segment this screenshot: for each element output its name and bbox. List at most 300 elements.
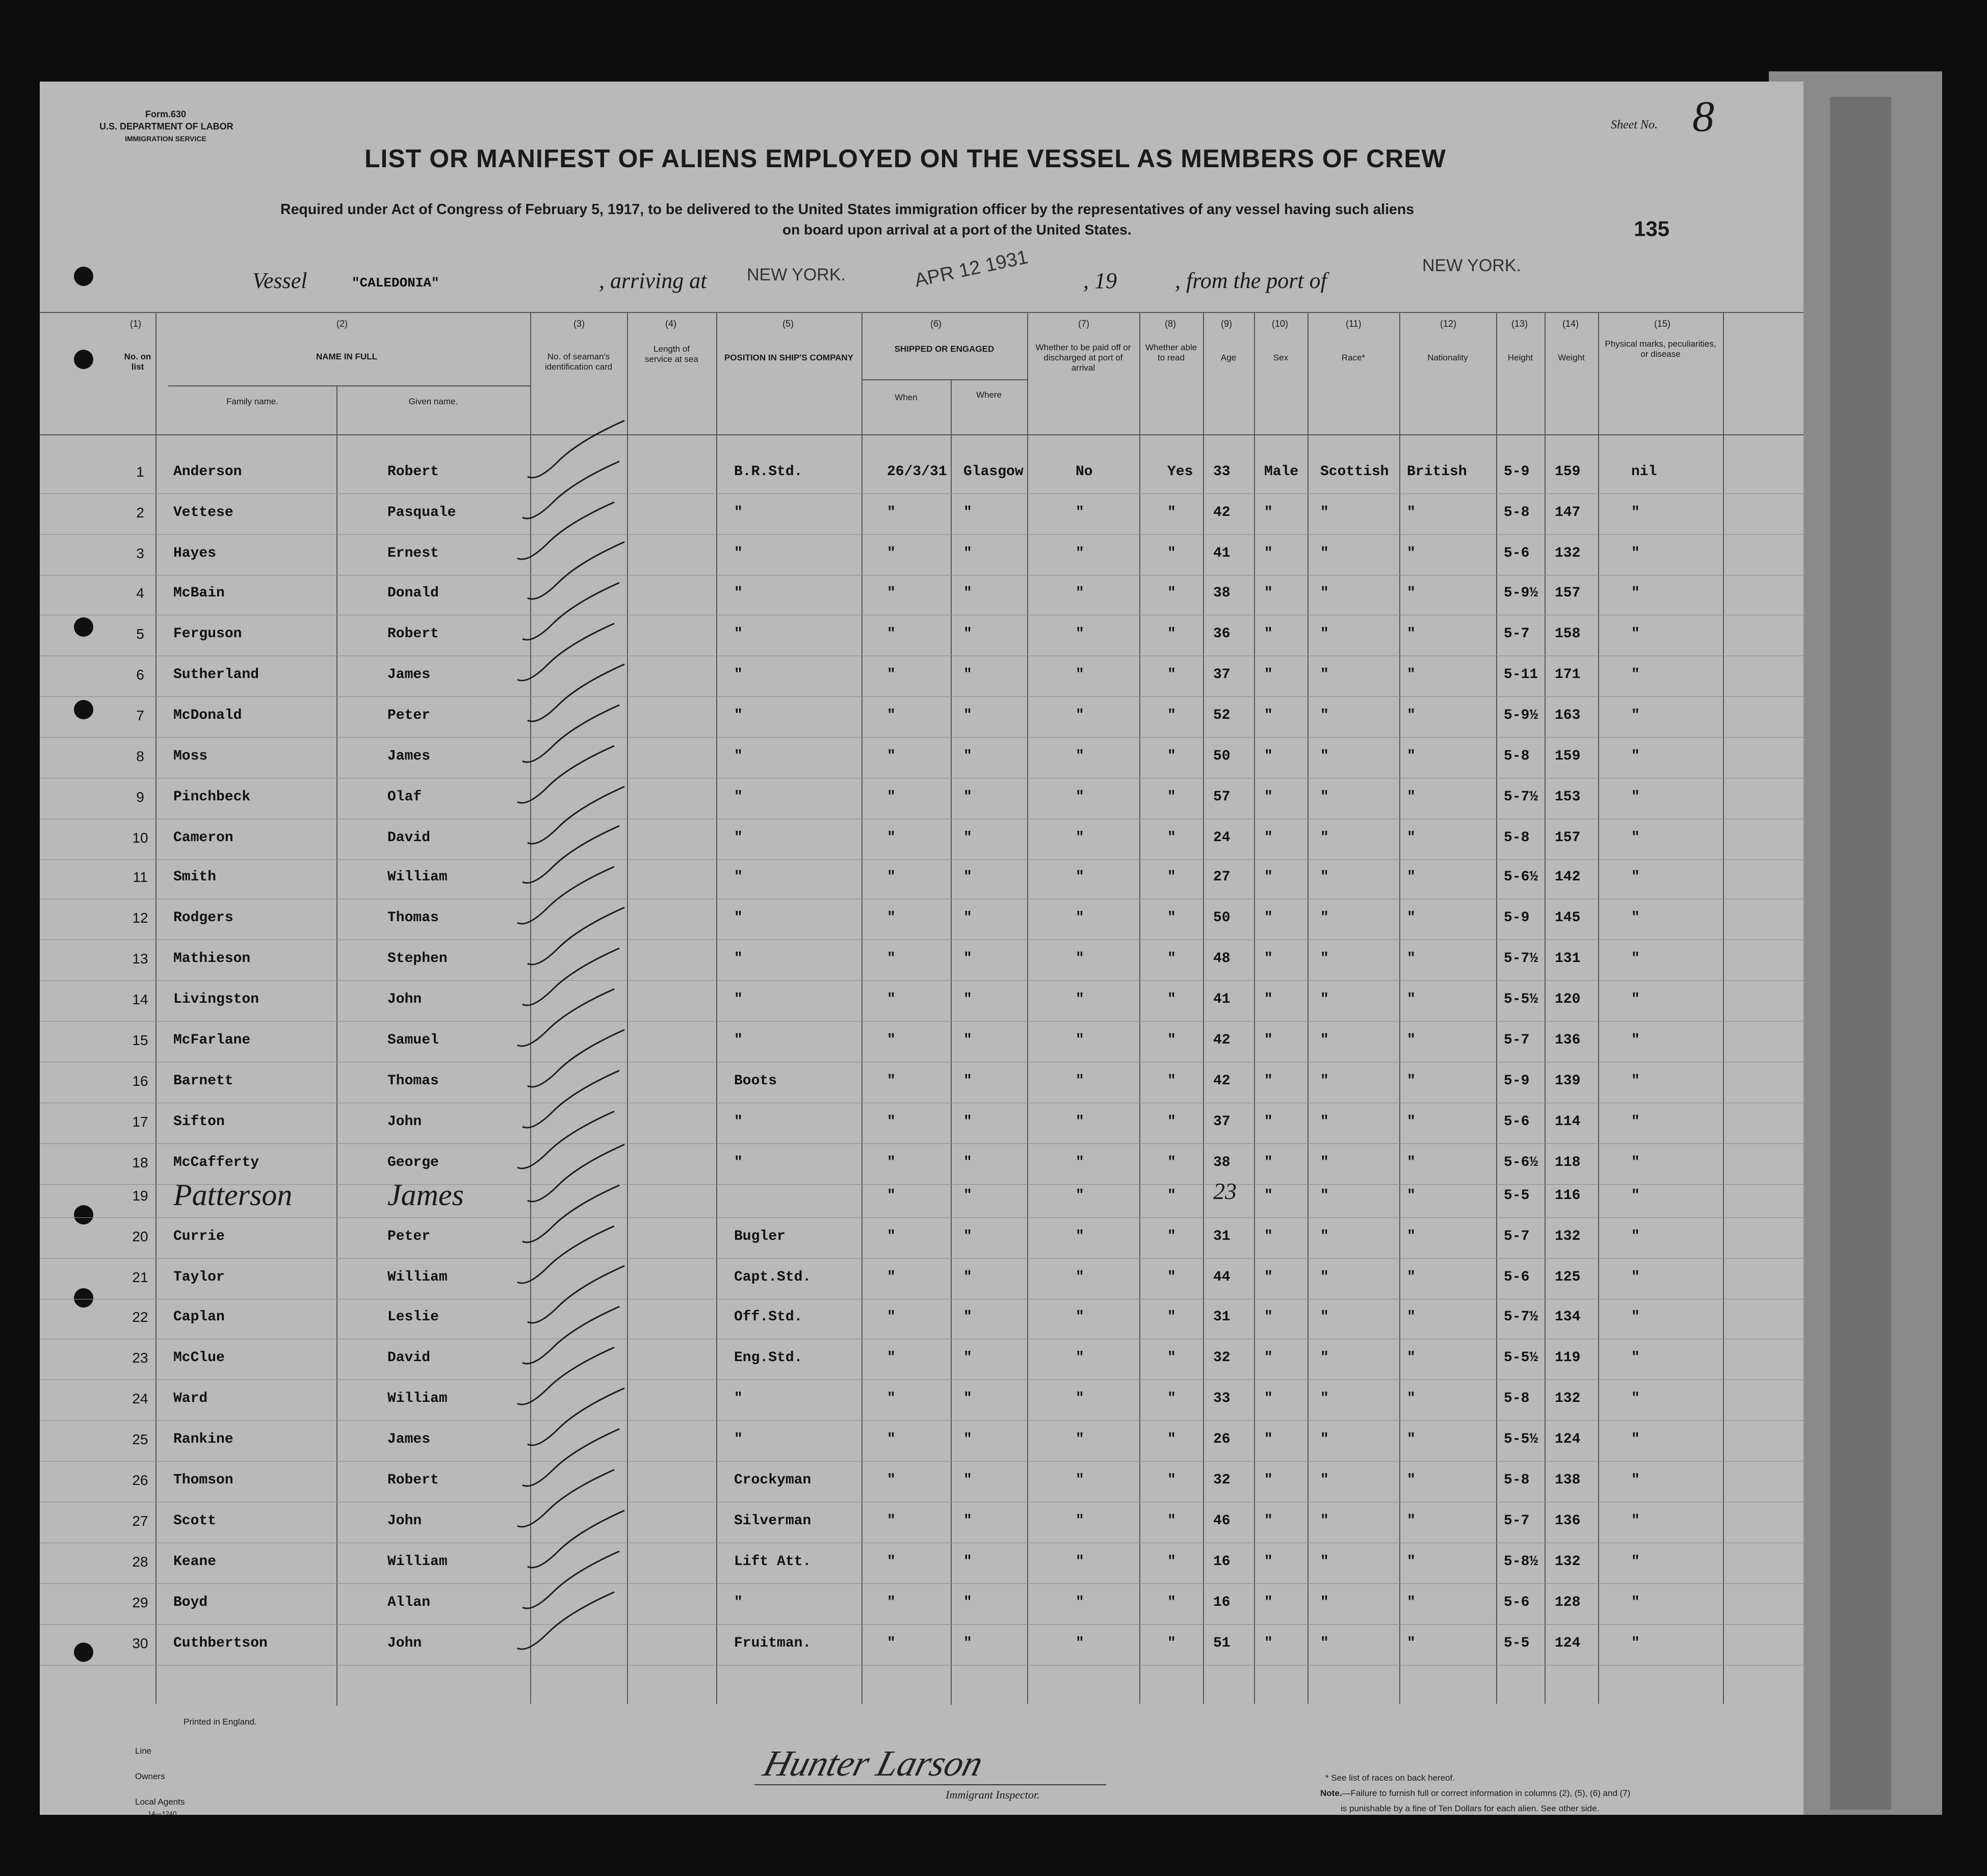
card-tick-mark [528, 542, 624, 599]
cell-read: " [1167, 1229, 1176, 1244]
cell-no: 15 [132, 1032, 148, 1048]
cell-when: " [887, 1229, 896, 1244]
cell-paid: " [1076, 667, 1084, 683]
cell-weight: 157 [1555, 585, 1581, 601]
cell-family: Taylor [173, 1269, 225, 1285]
cell-height: 5-5½ [1504, 992, 1538, 1007]
cell-weight: 136 [1555, 1032, 1581, 1048]
cell-race: " [1320, 1554, 1329, 1570]
cell-nationality: " [1407, 789, 1416, 805]
cell-race: " [1320, 992, 1329, 1007]
cell-weight: 119 [1555, 1350, 1581, 1366]
cell-where: " [963, 1391, 972, 1406]
cell-nationality: " [1407, 1513, 1416, 1529]
cell-given: James [387, 748, 431, 764]
cell-weight: 125 [1555, 1269, 1581, 1285]
cell-no: 4 [136, 585, 144, 601]
cell-marks: " [1631, 1309, 1640, 1325]
cell-nationality: " [1407, 1073, 1416, 1089]
cell-family: Vettese [173, 505, 233, 520]
cell-position: " [734, 1391, 743, 1406]
cell-marks: " [1631, 1032, 1640, 1048]
cell-marks: " [1631, 992, 1640, 1007]
cell-marks: " [1631, 1188, 1640, 1204]
cell-marks: " [1631, 626, 1640, 642]
cell-age: 32 [1213, 1472, 1231, 1488]
cell-height: 5-8½ [1504, 1554, 1538, 1570]
cell-when: " [887, 1032, 896, 1048]
cell-sex: " [1264, 789, 1273, 805]
cell-when: " [887, 951, 896, 967]
card-tick-mark [528, 907, 624, 965]
cell-given: Thomas [387, 910, 439, 926]
cell-no: 11 [133, 869, 148, 885]
cell-when: 26/3/31 [887, 464, 947, 480]
cell-age: 31 [1213, 1229, 1231, 1244]
cell-age: 41 [1213, 545, 1231, 561]
cell-sex: " [1264, 1269, 1273, 1285]
cell-race: " [1320, 1391, 1329, 1406]
cell-no: 7 [136, 708, 144, 723]
cell-marks: " [1631, 1635, 1640, 1651]
cell-height: 5-11 [1504, 667, 1538, 683]
cell-weight: 153 [1555, 789, 1581, 805]
header-id-card: No. of seaman's identification card [544, 352, 613, 372]
cell-sex: " [1264, 585, 1273, 601]
cell-position: Fruitman. [734, 1635, 812, 1651]
cell-where: " [963, 992, 972, 1007]
cell-read: " [1167, 910, 1176, 926]
cell-age: 42 [1213, 505, 1231, 520]
cell-weight: 139 [1555, 1073, 1581, 1089]
cell-given: David [387, 1350, 431, 1366]
cell-sex: " [1264, 1309, 1273, 1325]
cell-given: Samuel [387, 1032, 439, 1048]
col-num: (13) [1511, 319, 1528, 329]
cell-family: Rankine [173, 1431, 233, 1447]
card-tick-mark [522, 1429, 619, 1486]
cell-height: 5-8 [1504, 1472, 1530, 1488]
cell-weight: 132 [1555, 545, 1581, 561]
cell-given: Thomas [387, 1073, 439, 1089]
header-paid: Whether to be paid off or discharged at port of arrival [1035, 343, 1131, 373]
cell-when: " [887, 1513, 896, 1529]
cell-read: " [1167, 1391, 1176, 1406]
card-tick-mark [528, 1510, 624, 1568]
card-tick-mark [522, 1185, 619, 1242]
cell-given: William [387, 1269, 448, 1285]
cell-marks: " [1631, 1554, 1640, 1570]
cell-read: " [1167, 505, 1176, 520]
cell-position: B.R.Std. [734, 464, 803, 480]
cell-given: Peter [387, 708, 431, 723]
cell-height: 5-6½ [1504, 869, 1538, 885]
cell-given: Robert [387, 626, 439, 642]
col-num: (15) [1654, 319, 1671, 329]
cell-paid: " [1076, 1114, 1084, 1130]
cell-weight: 131 [1555, 951, 1581, 967]
cell-marks: " [1631, 1229, 1640, 1244]
note-line-1 [1320, 1788, 1630, 1799]
cell-sex: " [1264, 869, 1273, 885]
cell-paid: " [1076, 1595, 1084, 1610]
cell-nationality: " [1407, 626, 1416, 642]
cell-given: William [387, 1391, 448, 1406]
cell-no: 29 [132, 1595, 148, 1610]
col-num: (9) [1221, 319, 1232, 329]
cell-sex: " [1264, 1472, 1273, 1488]
cell-position: " [734, 585, 743, 601]
cell-age: 38 [1213, 585, 1231, 601]
cell-age: 23 [1213, 1178, 1237, 1204]
cell-marks: " [1631, 708, 1640, 723]
cell-position: " [734, 1431, 743, 1447]
note-text-1: —Failure to furnish full or correct information in columns (2), (5), (6) and (7) [1342, 1788, 1631, 1798]
cell-sex: " [1264, 1595, 1273, 1610]
cell-weight: 120 [1555, 992, 1581, 1007]
cell-given: John [387, 992, 422, 1007]
cell-race: " [1320, 1431, 1329, 1447]
cell-height: 5-7 [1504, 1229, 1530, 1244]
cell-position: Lift Att. [734, 1554, 812, 1570]
cell-family: Barnett [173, 1073, 233, 1089]
card-tick-mark [528, 664, 624, 721]
cell-height: 5-8 [1504, 830, 1530, 846]
cell-when: " [887, 1114, 896, 1130]
cell-height: 5-5 [1504, 1635, 1530, 1651]
header-nationality: Nationality [1427, 353, 1468, 362]
cell-nationality: " [1407, 1472, 1416, 1488]
cell-height: 5-8 [1504, 1391, 1530, 1406]
cell-given: Donald [387, 585, 439, 601]
cell-position: Crockyman [734, 1472, 812, 1488]
cell-marks: " [1631, 1513, 1640, 1529]
cell-position: " [734, 545, 743, 561]
cell-given: Robert [387, 464, 439, 480]
cell-age: 26 [1213, 1431, 1231, 1447]
sheet-label: Sheet No. [1611, 118, 1658, 132]
cell-paid: " [1076, 1229, 1084, 1244]
cell-no: 20 [132, 1229, 148, 1244]
cell-height: 5-6 [1504, 1269, 1530, 1285]
cell-age: 32 [1213, 1350, 1231, 1366]
cell-age: 36 [1213, 626, 1231, 642]
card-tick-mark [517, 623, 614, 681]
cell-no: 30 [132, 1635, 148, 1651]
cell-marks: " [1631, 748, 1640, 764]
cell-sex: " [1264, 667, 1273, 683]
cell-read: " [1167, 1309, 1176, 1325]
cell-no: 25 [132, 1431, 148, 1447]
cell-paid: " [1076, 545, 1084, 561]
col-num: (1) [130, 319, 141, 329]
cell-sex: Male [1264, 464, 1299, 480]
cell-sex: " [1264, 708, 1273, 723]
cell-nationality: " [1407, 708, 1416, 723]
cell-read: " [1167, 1472, 1176, 1488]
col-num: (10) [1272, 319, 1289, 329]
cell-given: George [387, 1155, 439, 1170]
cell-race: " [1320, 708, 1329, 723]
cell-family: Mathieson [173, 951, 251, 967]
cell-no: 22 [132, 1309, 148, 1325]
cell-no: 26 [132, 1472, 148, 1488]
cell-given: Leslie [387, 1309, 439, 1325]
cell-age: 31 [1213, 1309, 1231, 1325]
cell-position: " [734, 951, 743, 967]
cell-where: " [963, 1073, 972, 1089]
cell-given: John [387, 1635, 422, 1651]
header-age: Age [1220, 353, 1237, 362]
cell-marks: " [1631, 505, 1640, 520]
cell-family: Thomson [173, 1472, 233, 1488]
cell-read: " [1167, 585, 1176, 601]
cell-age: 52 [1213, 708, 1231, 723]
cell-sex: " [1264, 1188, 1273, 1204]
cell-no: 17 [132, 1114, 148, 1130]
cell-read: " [1167, 869, 1176, 885]
card-tick-mark [528, 787, 624, 844]
cell-age: 57 [1213, 789, 1231, 805]
card-tick-mark [522, 1307, 619, 1364]
cell-family: Patterson [173, 1178, 293, 1212]
cell-sex: " [1264, 1114, 1273, 1130]
cell-where: " [963, 505, 972, 520]
cell-read: " [1167, 545, 1176, 561]
header-marks: Physical marks, peculiarities, or disease [1605, 339, 1716, 359]
card-tick-mark [522, 705, 619, 762]
cell-family: McFarlane [173, 1032, 251, 1048]
cell-where: " [963, 1635, 972, 1651]
cell-position: " [734, 667, 743, 683]
col-num: (12) [1440, 319, 1457, 329]
cell-read: " [1167, 667, 1176, 683]
cell-paid: " [1076, 1188, 1084, 1204]
cell-weight: 124 [1555, 1431, 1581, 1447]
cell-marks: " [1631, 545, 1640, 561]
card-tick-mark [517, 1347, 614, 1404]
cell-family: Smith [173, 869, 217, 885]
cell-nationality: " [1407, 505, 1416, 520]
cell-when: " [887, 708, 896, 723]
cell-family: McDonald [173, 708, 242, 723]
cell-marks: nil [1631, 464, 1657, 480]
card-tick-mark [528, 1388, 624, 1445]
cell-age: 37 [1213, 1114, 1231, 1130]
cell-position: " [734, 626, 743, 642]
cell-where: " [963, 789, 972, 805]
cell-paid: " [1076, 1350, 1084, 1366]
cell-paid: No [1076, 464, 1093, 480]
cell-nationality: " [1407, 748, 1416, 764]
subtitle-line-1: Required under Act of Congress of February 5, 1917, to be delivered to the United States immigration officer by the representatives of any vessel having such aliens [280, 201, 1415, 218]
cell-weight: 171 [1555, 667, 1581, 683]
cell-paid: " [1076, 626, 1084, 642]
cell-height: 5-7 [1504, 626, 1530, 642]
cell-weight: 157 [1555, 830, 1581, 846]
cell-when: " [887, 830, 896, 846]
col-num: (5) [782, 319, 794, 329]
header-read: Whether able to read [1145, 343, 1197, 362]
cell-no: 5 [136, 626, 144, 642]
cell-given: William [387, 869, 448, 885]
cell-height: 5-9 [1504, 910, 1530, 926]
cell-nationality: " [1407, 585, 1416, 601]
cell-paid: " [1076, 910, 1084, 926]
card-tick-mark [517, 989, 614, 1046]
cell-sex: " [1264, 505, 1273, 520]
cell-given: Peter [387, 1229, 431, 1244]
cell-where: " [963, 1155, 972, 1170]
col-num: (3) [573, 319, 585, 329]
cell-height: 5-6½ [1504, 1155, 1538, 1170]
cell-when: " [887, 748, 896, 764]
header-height: Height [1507, 353, 1533, 362]
cell-family: Cameron [173, 830, 233, 846]
cell-nationality: " [1407, 1114, 1416, 1130]
cell-marks: " [1631, 951, 1640, 967]
cell-age: 42 [1213, 1032, 1231, 1048]
col-num: (6) [930, 319, 942, 329]
cell-read: " [1167, 1513, 1176, 1529]
header-position: POSITION IN SHIP'S COMPANY [724, 353, 854, 362]
page-code: 135 [1634, 217, 1670, 241]
cell-nationality: " [1407, 1554, 1416, 1570]
cell-height: 5-7 [1504, 1513, 1530, 1529]
cell-sex: " [1264, 992, 1273, 1007]
cell-position: " [734, 708, 743, 723]
cell-height: 5-7½ [1504, 1309, 1538, 1325]
cell-read: " [1167, 748, 1176, 764]
cell-when: " [887, 505, 896, 520]
cell-family: Sifton [173, 1114, 225, 1130]
cell-age: 44 [1213, 1269, 1231, 1285]
header-given: Given name. [408, 397, 458, 406]
cell-when: " [887, 1155, 896, 1170]
cell-paid: " [1076, 1431, 1084, 1447]
cell-age: 42 [1213, 1073, 1231, 1089]
cell-race: " [1320, 1155, 1329, 1170]
cell-age: 16 [1213, 1554, 1231, 1570]
card-tick-mark [528, 1266, 624, 1323]
cell-position: Capt.Std. [734, 1269, 812, 1285]
cell-sex: " [1264, 1635, 1273, 1651]
cell-no: 3 [136, 545, 144, 561]
arriving-label: , arriving at [599, 268, 707, 293]
inspector-label: Immigrant Inspector. [946, 1788, 1040, 1801]
cell-marks: " [1631, 1350, 1640, 1366]
cell-read: " [1167, 951, 1176, 967]
cell-when: " [887, 1472, 896, 1488]
cell-where: " [963, 910, 972, 926]
cell-sex: " [1264, 1554, 1273, 1570]
cell-where: " [963, 708, 972, 723]
cell-no: 27 [132, 1513, 148, 1529]
header-no: No. on list [124, 352, 151, 372]
race-note: * See list of races on back hereof. [1325, 1773, 1455, 1783]
cell-race: " [1320, 1350, 1329, 1366]
agents-label: Local Agents [135, 1797, 185, 1807]
cell-where: " [963, 585, 972, 601]
card-tick-mark [522, 583, 619, 640]
cell-position: " [734, 1595, 743, 1610]
cell-paid: " [1076, 505, 1084, 520]
cell-weight: 132 [1555, 1391, 1581, 1406]
cell-family: Ferguson [173, 626, 242, 642]
cell-weight: 138 [1555, 1472, 1581, 1488]
cell-no: 1 [136, 464, 144, 480]
cell-age: 16 [1213, 1595, 1231, 1610]
cell-nationality: " [1407, 869, 1416, 885]
cell-height: 5-8 [1504, 748, 1530, 764]
cell-where: " [963, 1188, 972, 1204]
cell-weight: 136 [1555, 1513, 1581, 1529]
cell-paid: " [1076, 1073, 1084, 1089]
cell-where: " [963, 1431, 972, 1447]
cell-nationality: " [1407, 1032, 1416, 1048]
cell-race: Scottish [1320, 464, 1389, 480]
cell-no: 10 [132, 830, 148, 846]
cell-no: 24 [132, 1391, 148, 1406]
cell-given: John [387, 1513, 422, 1529]
cell-weight: 145 [1555, 910, 1581, 926]
cell-when: " [887, 1431, 896, 1447]
cell-family: Sutherland [173, 667, 259, 683]
cell-race: " [1320, 1229, 1329, 1244]
department: U.S. DEPARTMENT OF LABOR [99, 121, 233, 132]
note-line-2: is punishable by a fine of Ten Dollars for each alien. See other side. [1341, 1804, 1600, 1813]
cell-nationality: " [1407, 667, 1416, 683]
cell-sex: " [1264, 626, 1273, 642]
cell-when: " [887, 1188, 896, 1204]
cell-position: " [734, 869, 743, 885]
cell-paid: " [1076, 1155, 1084, 1170]
cell-when: " [887, 545, 896, 561]
from-port: NEW YORK. [1422, 256, 1521, 275]
cell-paid: " [1076, 951, 1084, 967]
card-tick-mark [522, 1071, 619, 1128]
cell-age: 41 [1213, 992, 1231, 1007]
form-number: Form.630 [145, 109, 187, 119]
cell-position: Off.Std. [734, 1309, 803, 1325]
cell-weight: 118 [1555, 1155, 1581, 1170]
cell-read: " [1167, 1635, 1176, 1651]
cell-marks: " [1631, 667, 1640, 683]
cell-read: " [1167, 992, 1176, 1007]
cell-family: Caplan [173, 1309, 225, 1325]
cell-marks: " [1631, 585, 1640, 601]
cell-race: " [1320, 545, 1329, 561]
cell-race: " [1320, 1595, 1329, 1610]
cell-nationality: " [1407, 1229, 1416, 1244]
cell-position: Bugler [734, 1229, 786, 1244]
cell-read: " [1167, 1595, 1176, 1610]
cell-race: " [1320, 1073, 1329, 1089]
cell-when: " [887, 1595, 896, 1610]
cell-marks: " [1631, 1472, 1640, 1488]
cell-given: Olaf [387, 789, 422, 805]
cell-paid: " [1076, 992, 1084, 1007]
cell-paid: " [1076, 585, 1084, 601]
cell-where: " [963, 1114, 972, 1130]
cell-read: " [1167, 1114, 1176, 1130]
cell-position: " [734, 748, 743, 764]
cell-where: " [963, 1595, 972, 1610]
cell-race: " [1320, 1269, 1329, 1285]
cell-family: Cuthbertson [173, 1635, 268, 1651]
card-tick-mark [517, 1470, 614, 1527]
cell-marks: " [1631, 1114, 1640, 1130]
